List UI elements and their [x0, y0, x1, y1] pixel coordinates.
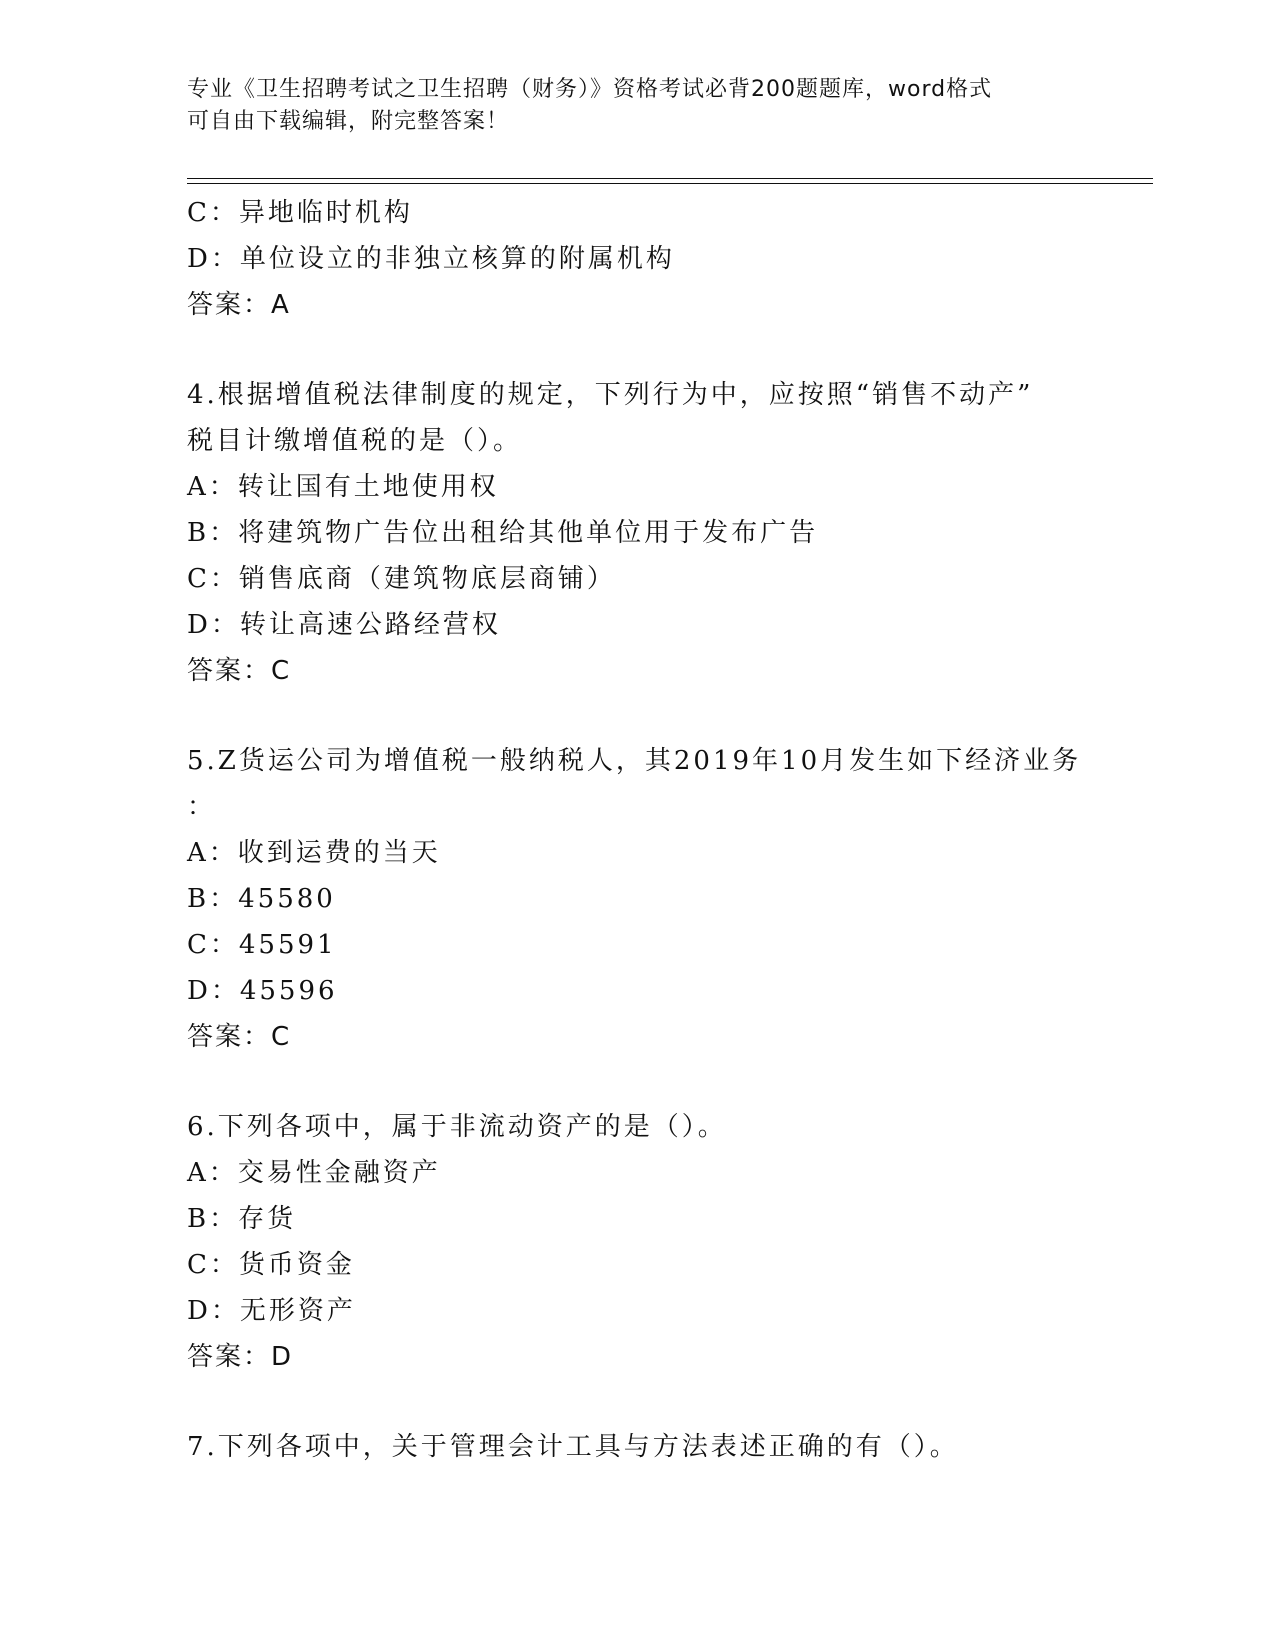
question-stem: 6.下列各项中，属于非流动资产的是（）。	[187, 1112, 727, 1142]
option-b: B：45580	[187, 884, 336, 914]
option-a: A：收到运费的当天	[187, 838, 441, 868]
option-b: B：存货	[187, 1204, 297, 1234]
question-stem: 7.下列各项中，关于管理会计工具与方法表述正确的有（）。	[187, 1432, 959, 1462]
header-divider-top	[187, 178, 1153, 179]
header-line-1: 专业《卫生招聘考试之卫生招聘（财务）》资格考试必背200题题库，word格式	[187, 77, 993, 102]
question-stem-continued: 税目计缴增值税的是（）。	[187, 426, 523, 456]
answer: 答案：A	[187, 290, 291, 320]
header-divider-bottom	[187, 183, 1153, 184]
question-stem-continued: ：	[187, 792, 217, 822]
header-line-2: 可自由下载编辑，附完整答案！	[187, 109, 510, 134]
question-7	[187, 1424, 1153, 1470]
question-list	[187, 190, 1153, 1470]
option-a: A：交易性金融资产	[187, 1158, 441, 1188]
option-d: D：45596	[187, 976, 338, 1006]
question-stem: 4.根据增值税法律制度的规定，下列行为中，应按照“销售不动产”	[187, 380, 1034, 410]
answer: 答案：C	[187, 1022, 292, 1052]
option-c: C：货币资金	[187, 1250, 355, 1280]
question-stem: 5.Z货运公司为增值税一般纳税人，其2019年10月发生如下经济业务	[187, 746, 1082, 776]
option-d: D：转让高速公路经营权	[187, 610, 501, 640]
question-6	[187, 1104, 1153, 1380]
answer: 答案：D	[187, 1342, 294, 1372]
option-c: C：销售底商（建筑物底层商铺）	[187, 564, 616, 594]
answer: 答案：C	[187, 656, 292, 686]
document-header	[187, 74, 1087, 138]
option-d: D：无形资产	[187, 1296, 356, 1326]
option-a: A：转让国有土地使用权	[187, 472, 499, 502]
question-5	[187, 738, 1153, 1060]
option-b: B：将建筑物广告位出租给其他单位用于发布广告	[187, 518, 819, 548]
option-c: C：异地临时机构	[187, 198, 413, 228]
option-d: D：单位设立的非独立核算的附属机构	[187, 244, 675, 274]
option-c: C：45591	[187, 930, 337, 960]
question-4	[187, 372, 1153, 694]
question-3	[187, 190, 1153, 328]
